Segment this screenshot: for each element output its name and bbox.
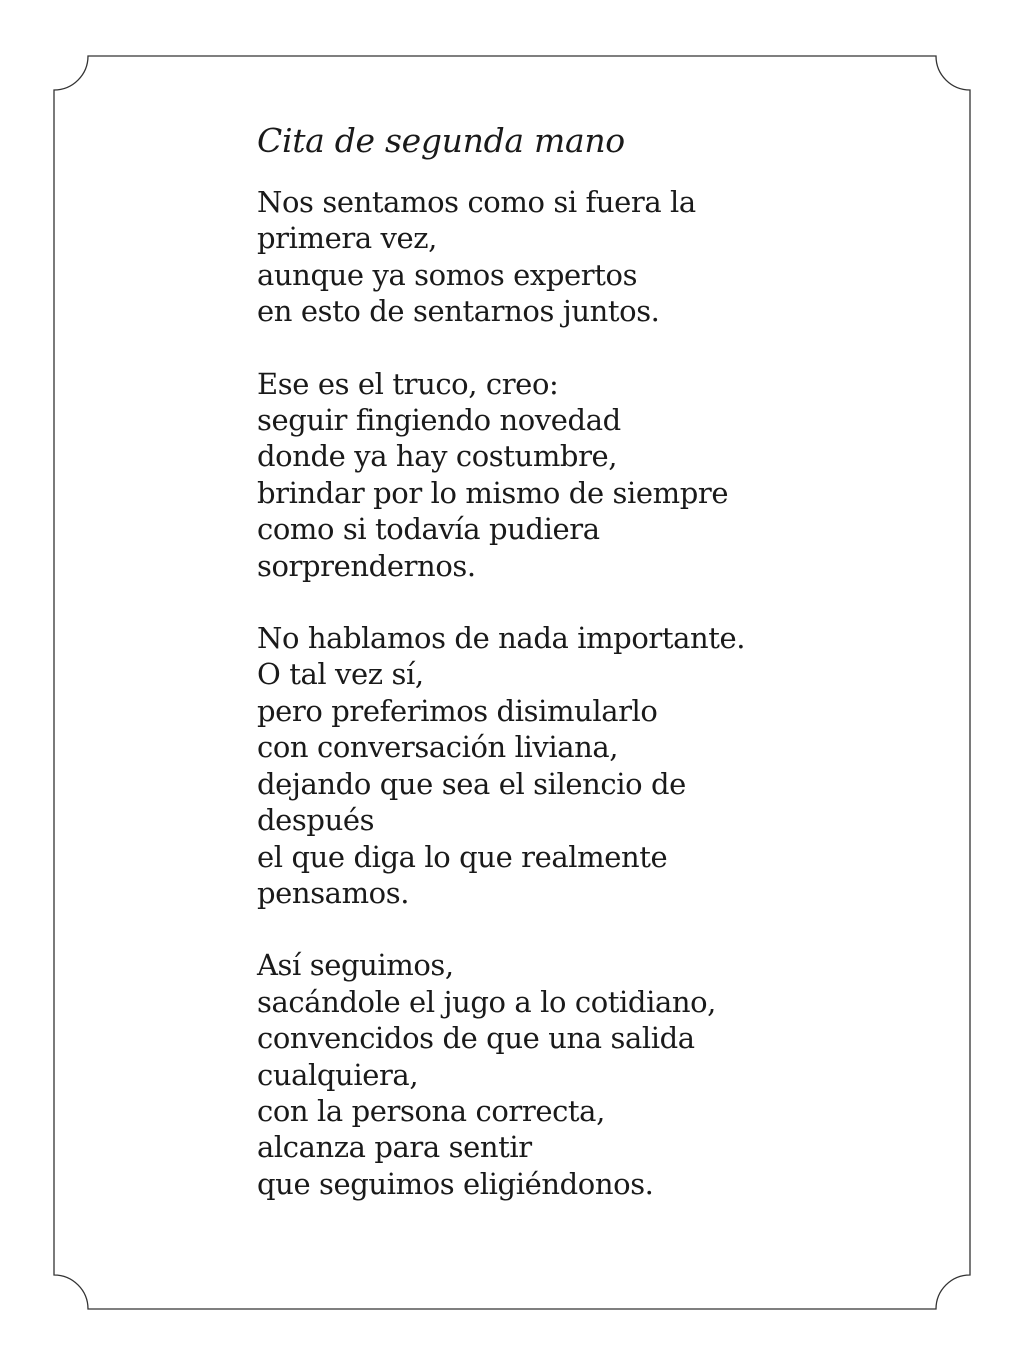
poem-line: en esto de sentarnos juntos. (257, 294, 660, 329)
poem-line: seguir fingiendo novedad (257, 403, 621, 438)
poem (257, 118, 937, 1238)
poem-line: después (257, 803, 375, 838)
poem-line: dejando que sea el silencio de (257, 766, 686, 801)
poem-title: Cita de segunda mano (257, 121, 625, 160)
poem-line: alcanza para sentir (257, 1130, 532, 1165)
poem-line: primera vez, (257, 221, 437, 256)
stanza (257, 947, 937, 1202)
poem-line: convencidos de que una salida (257, 1021, 695, 1056)
poem-line: el que diga lo que realmente (257, 839, 668, 874)
poem-line: donde ya hay costumbre, (257, 439, 618, 474)
stanza (257, 620, 937, 911)
poem-line: No hablamos de nada importante. (257, 621, 746, 656)
poem-line: Ese es el truco, creo: (257, 366, 559, 401)
poem-line: cualquiera, (257, 1057, 419, 1092)
poem-line: con la persona correcta, (257, 1093, 605, 1128)
poem-line: pero preferimos disimularlo (257, 693, 658, 728)
poem-line: con conversación liviana, (257, 730, 619, 765)
poem-line: aunque ya somos expertos (257, 257, 638, 292)
poem-line: Así seguimos, (257, 948, 454, 983)
poem-line: Nos sentamos como si fuera la (257, 185, 696, 219)
poem-line: O tal vez sí, (257, 657, 424, 692)
poem-line: pensamos. (257, 875, 410, 910)
stanza (257, 366, 937, 584)
poem-line: sorprendernos. (257, 548, 476, 583)
stanza (257, 184, 937, 330)
poem-line: brindar por lo mismo de siempre (257, 475, 729, 510)
poem-line: como si todavía pudiera (257, 512, 600, 547)
poem-line: que seguimos eligiéndonos. (257, 1166, 654, 1201)
poem-line: sacándole el jugo a lo cotidiano, (257, 984, 716, 1019)
